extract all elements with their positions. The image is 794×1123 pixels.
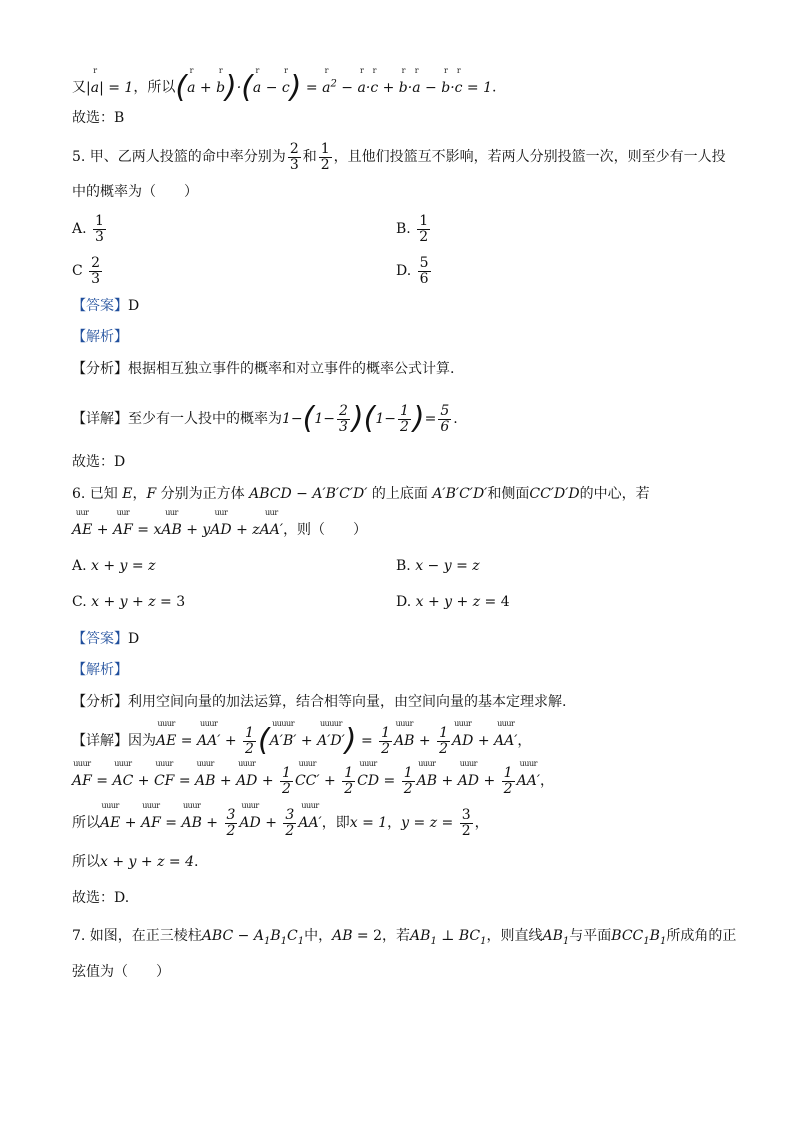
option-c: C. x + y + z = 3 [72,594,186,610]
question-7-stem-cont: 弦值为（ ） [72,964,170,980]
detail-line: uuur AF = uuur AC + uuur CF = uuur AB + uuur AD + $\frac{1}{2}$ uuur CC′ + $\frac{1}{2}$ uuur CD = $\frac{1}{2}$ uuur AB + uuur AD + $\frac{1}{2}$ uuur AA′， [72,766,554,796]
answer-choice-line: 故选：B [72,110,125,126]
text-line: 又|r a| = 1，所以(r a + r b)·(r a − r c) = r $a^2 - r$ a·r c + r b·r a − r b·r c = 1. [72,72,496,103]
answer-line: 【答案】D [72,298,140,314]
option-c: C $\frac{2}{3}$ [72,255,101,287]
answer-line: 【答案】D [72,631,140,647]
option-a: A. x + y = z [72,558,156,574]
analysis-summary: 【分析】利用空间向量的加法运算，结合相等向量，由空间向量的基本定理求解. [72,694,567,710]
question-7-stem: 7. 如图，在正三棱柱ABC − $A_1B_1C_1$中，AB = 2，若$AB_1$ ⊥ $BC_1$，则直线$AB_1$与平面$BCC_1B_1$所成角的正 [72,928,737,947]
option-a: A. $\frac{1}{3}$ [72,213,104,245]
detail-line: 所以x + y + z = 4. [72,854,199,870]
detail-line: 所以uuur AE + uuur AF = uuur AB + $\frac{3}{2}$ uuur AD + $\frac{3}{2}$ uuur AA′，即x = 1，y = z = $\frac{3}{2}$ ， [72,808,489,838]
analysis-heading: 【解析】 [72,329,128,345]
answer-choice-line: 故选：D. [72,890,130,906]
analysis-heading: 【解析】 [72,662,128,678]
detail-line: 【详解】因为uuur AE = uuur AA′ + $\frac{1}{2}$ (uuuur A′B′ + uuuur A′D′) = $\frac{1}{2}$ uuur AB + $\frac{1}{2}$ uuur AD + uuur AA′， [72,726,531,756]
detail-line: 【详解】至少有一人投中的概率为1−(1− $\frac{2}{3}$ )(1− $\frac{1}{2}$ )= $\frac{5}{6}$ . [72,401,458,437]
question-6-stem-cont: uur AE + uur AF = xuur AB + yuur AD + zuur AA′，则（ ） [72,518,367,542]
option-d: D. $\frac{5}{6}$ [396,255,429,287]
question-5-stem-cont: 中的概率为（ ） [72,184,198,200]
question-5-stem: 5. 甲、乙两人投篮的命中率分别为 $\frac{2}{3}$ 和 $\frac{1}{2}$ ，且他们投篮互不影响，若两人分别投篮一次，则至少有一人投 [72,141,726,173]
question-6-stem: 6. 已知 E，F 分别为正方体 ABCD − A′B′C′D′ 的上底面 A′B′C′D′和侧面CC′D′D的中心，若 [72,486,650,502]
option-b: B. $\frac{1}{2}$ [396,213,429,245]
option-b: B. x − y = z [396,558,480,574]
option-d: D. x + y + z = 4 [396,594,510,610]
answer-choice-line: 故选：D [72,454,126,470]
analysis-summary: 【分析】根据相互独立事件的概率和对立事件的概率公式计算. [72,361,455,377]
